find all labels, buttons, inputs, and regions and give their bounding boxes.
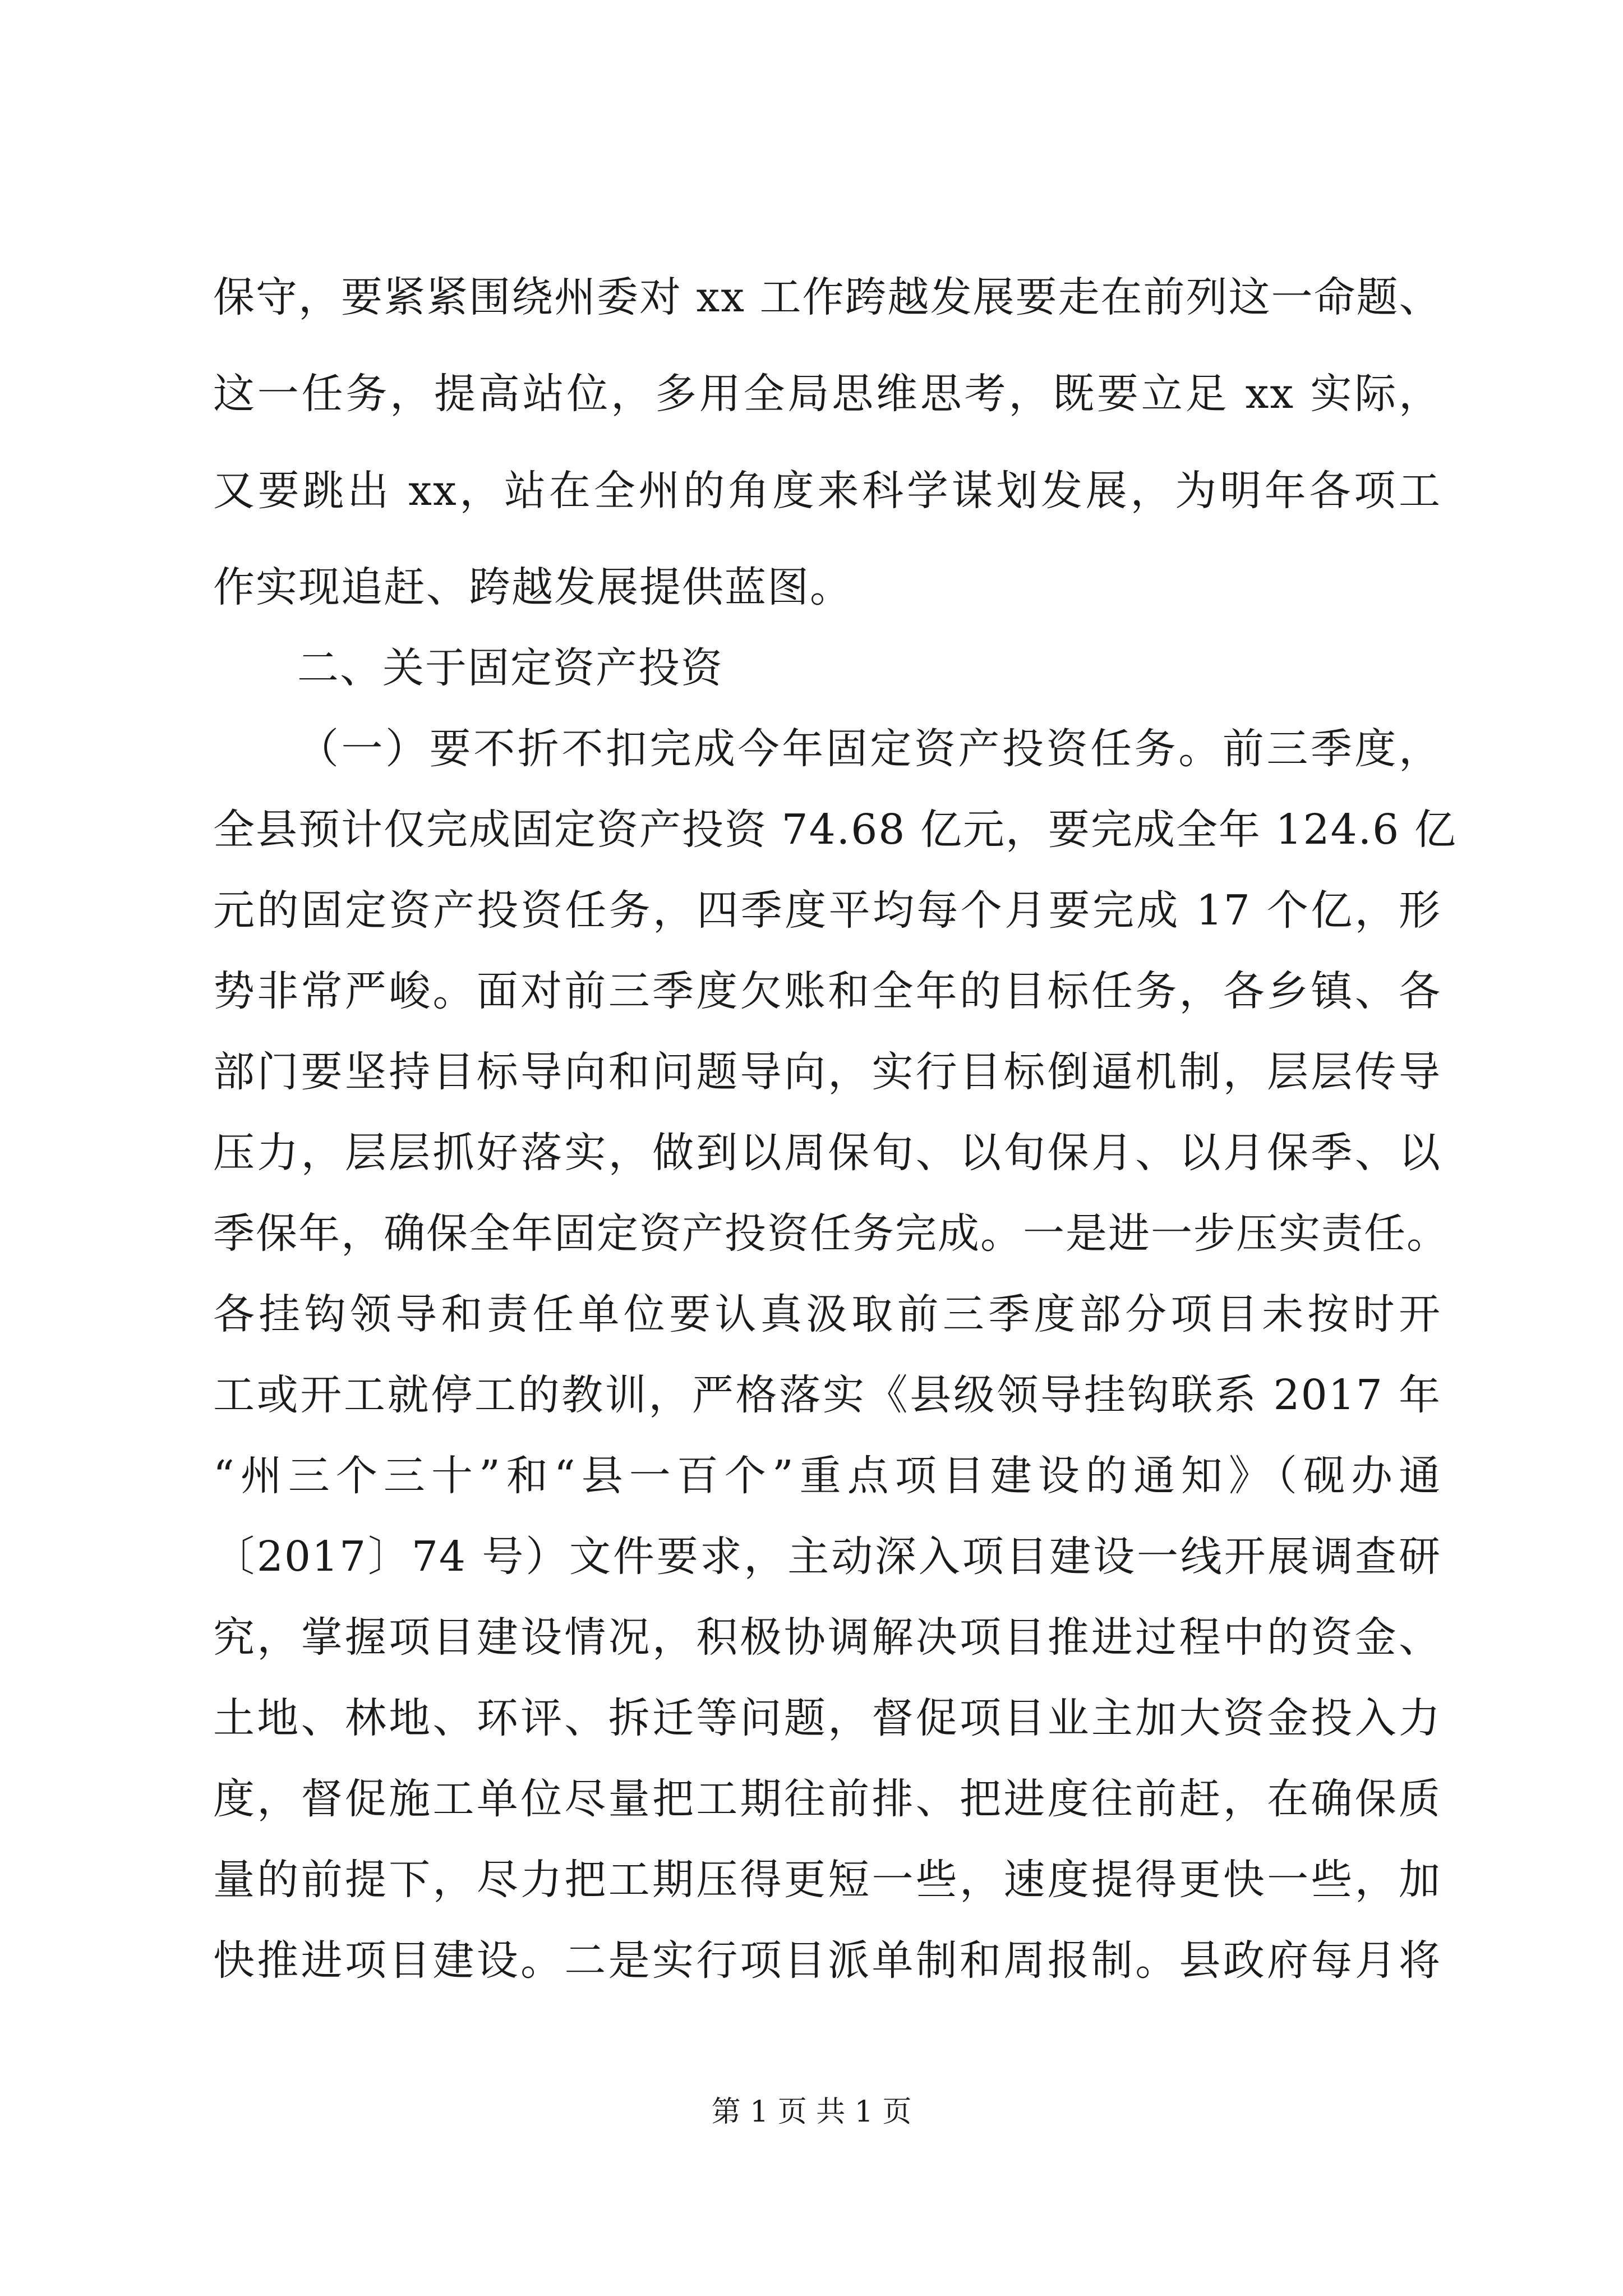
body-line-9: 势非常严峻。面对前三季度欠账和全年的目标任务，各乡镇、各 [213,967,1441,1015]
page-footer: 第 1 页 共 1 页 [711,2095,912,2129]
body-line-18: 土地、林地、环评、拆迁等问题，督促项目业主加大资金投入力 [213,1694,1441,1742]
body-line-3: 又要跳出 xx，站在全州的角度来科学谋划发展，为明年各项工 [213,467,1441,515]
body-line-10: 部门要坚持目标导向和问题导向，实行目标倒逼机制，层层传导 [213,1048,1441,1096]
body-line-2: 这一任务，提高站位，多用全局思维思考，既要立足 xx 实际， [213,370,1441,418]
body-line-19: 度，督促施工单位尽量把工期往前排、把进度往前赶，在确保质 [213,1775,1441,1823]
body-line-14: 工或开工就停工的教训，严格落实《县级领导挂钩联系 2017 年 [213,1371,1441,1419]
body-line-4: 作实现追赶、跨越发展提供蓝图。 [213,563,852,611]
body-line-15: “州三个三十”和“县一百个”重点项目建设的通知》（砚办通 [213,1452,1441,1500]
body-line-21: 快推进项目建设。二是实行项目派单制和周报制。县政府每月将 [213,1936,1441,1985]
body-line-8: 元的固定资产投资任务，四季度平均每个月要完成 17 个亿，形 [213,886,1441,935]
body-line-1: 保守，要紧紧围绕州委对 xx 工作跨越发展要走在前列这一命题、 [213,273,1442,321]
body-line-7: 全县预计仅完成固定资产投资 74.68 亿元，要完成全年 124.6 亿 [213,806,1457,854]
body-line-11: 压力，层层抓好落实，做到以周保旬、以旬保月、以月保季、以 [213,1129,1441,1177]
body-line-16: 〔2017〕74 号）文件要求，主动深入项目建设一线开展调查研 [213,1533,1441,1581]
section-heading: 二、关于固定资产投资 [297,644,723,692]
body-line-13: 各挂钩领导和责任单位要认真汲取前三季度部分项目未按时开 [213,1290,1441,1338]
body-line-20: 量的前提下，尽力把工期压得更短一些，速度提得更快一些，加 [213,1856,1441,1904]
body-line-12: 季保年，确保全年固定资产投资任务完成。一是进一步压实责任。 [213,1209,1449,1258]
body-line-17: 究，掌握项目建设情况，积极协调解决项目推进过程中的资金、 [213,1613,1441,1662]
body-line-6: （一）要不折不扣完成今年固定资产投资任务。前三季度， [297,725,1441,773]
